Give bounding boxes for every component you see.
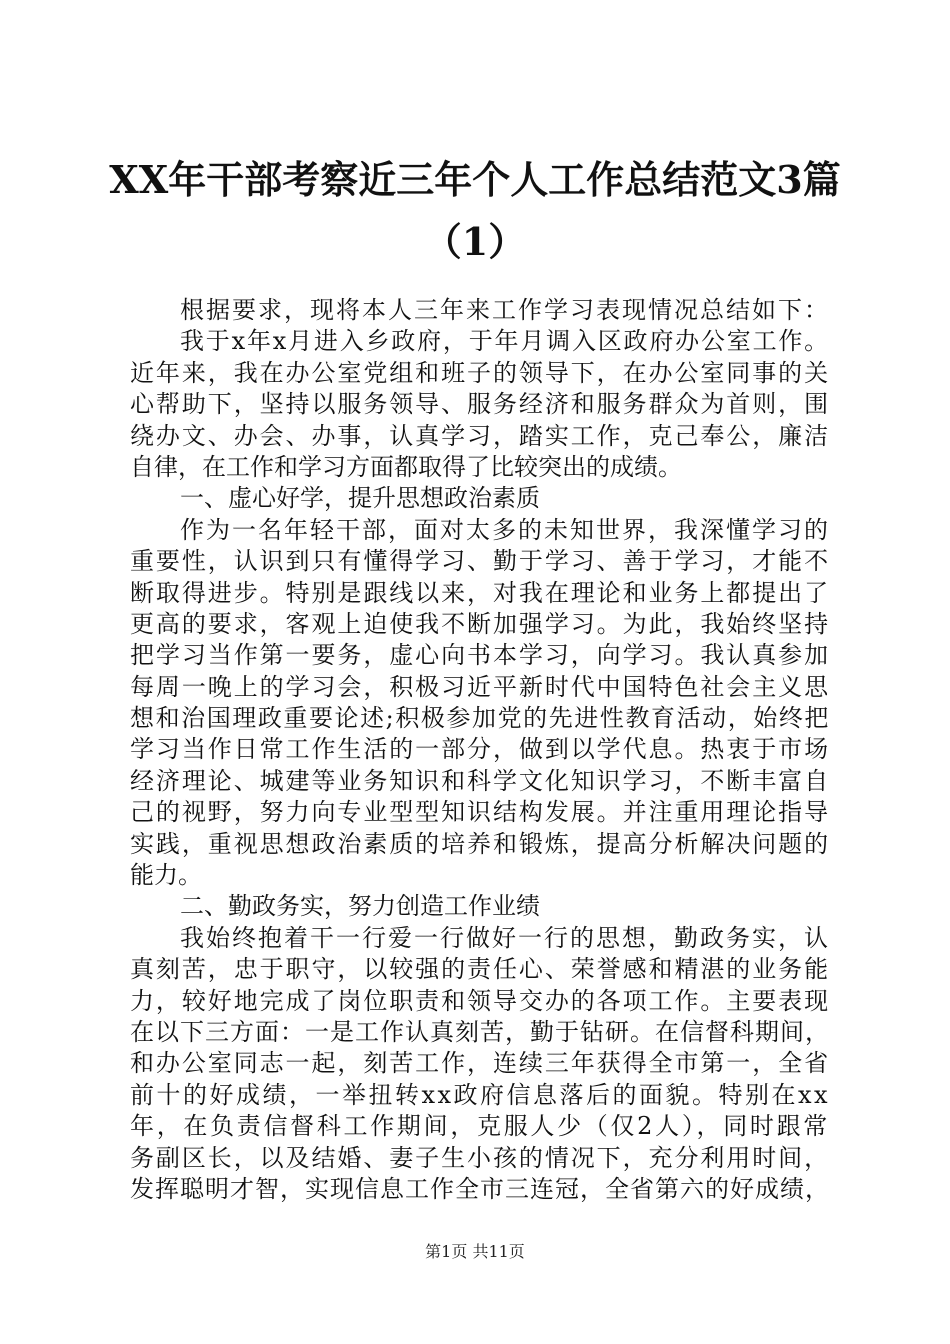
text-line: 力，较好地完成了岗位职责和领导交办的各项工作。主要表现 xyxy=(130,986,830,1015)
text-line: 一、虚心好学，提升思想政治素质 xyxy=(180,484,540,513)
text-line: 二、勤政务实，努力创造工作业绩 xyxy=(180,892,540,921)
text-line: 真刻苦，忠于职守，以较强的责任心、荣誉感和精湛的业务能 xyxy=(130,955,830,984)
text-line: 把学习当作第一要务，虚心向书本学习，向学习。我认真参加 xyxy=(130,641,830,670)
text-line: 发挥聪明才智，实现信息工作全市三连冠，全省第六的好成绩， xyxy=(130,1174,830,1203)
text-line: 和办公室同志一起，刻苦工作，连续三年获得全市第一，全省 xyxy=(130,1049,830,1078)
text-line: 更高的要求，客观上迫使我不断加强学习。为此，我始终坚持 xyxy=(130,609,830,638)
text-line: 能力。 xyxy=(130,861,202,890)
text-line: 根据要求，现将本人三年来工作学习表现情况总结如下： xyxy=(180,296,830,324)
text-line: 在以下三方面：一是工作认真刻苦，勤于钻研。在信督科期间， xyxy=(130,1017,830,1046)
text-line: 近年来，我在办公室党组和班子的领导下，在办公室同事的关 xyxy=(130,358,830,387)
text-line: 作为一名年轻干部，面对太多的未知世界，我深懂学习的 xyxy=(180,515,830,544)
text-line: 绕办文、办会、办事，认真学习，踏实工作，克己奉公，廉洁 xyxy=(130,421,830,450)
text-line: 经济理论、城建等业务知识和科学文化知识学习，不断丰富自 xyxy=(130,766,830,795)
page-footer: 第1页 共11页 xyxy=(425,1242,525,1261)
text-line: 断取得进步。特别是跟线以来，对我在理论和业务上都提出了 xyxy=(130,578,830,607)
text-line: 年，在负责信督科工作期间，克服人少（仅2人），同时跟常 xyxy=(130,1112,830,1141)
text-line: 实践，重视思想政治素质的培养和锻炼，提高分析解决问题的 xyxy=(130,829,830,858)
document-body xyxy=(130,295,830,1205)
text-line: 心帮助下，坚持以服务领导、服务经济和服务群众为首则，围 xyxy=(130,390,830,419)
text-line: 每周一晚上的学习会，积极习近平新时代中国特色社会主义思 xyxy=(130,672,830,701)
text-line: 前十的好成绩，一举扭转xx政府信息落后的面貌。特别在xx xyxy=(130,1080,830,1109)
text-line: 己的视野，努力向专业型型知识结构发展。并注重用理论指导 xyxy=(130,798,830,827)
text-line: 务副区长，以及结婚、妻子生小孩的情况下，充分利用时间， xyxy=(130,1143,830,1172)
document-title-line-1: XX年干部考察近三年个人工作总结范文3篇 xyxy=(109,157,841,202)
text-line: 我于x年x月进入乡政府，于年月调入区政府办公室工作。 xyxy=(180,327,830,356)
document-title-line-2: （1） xyxy=(423,219,527,264)
text-line: 我始终抱着干一行爱一行做好一行的思想，勤政务实，认 xyxy=(180,923,830,952)
text-line: 想和治国理政重要论述;积极参加党的先进性教育活动，始终把 xyxy=(130,704,830,733)
text-line: 学习当作日常工作生活的一部分，做到以学代息。热衷于市场 xyxy=(130,735,830,764)
text-line: 自律，在工作和学习方面都取得了比较突出的成绩。 xyxy=(130,452,682,481)
text-line: 重要性，认识到只有懂得学习、勤于学习、善于学习，才能不 xyxy=(130,547,830,576)
